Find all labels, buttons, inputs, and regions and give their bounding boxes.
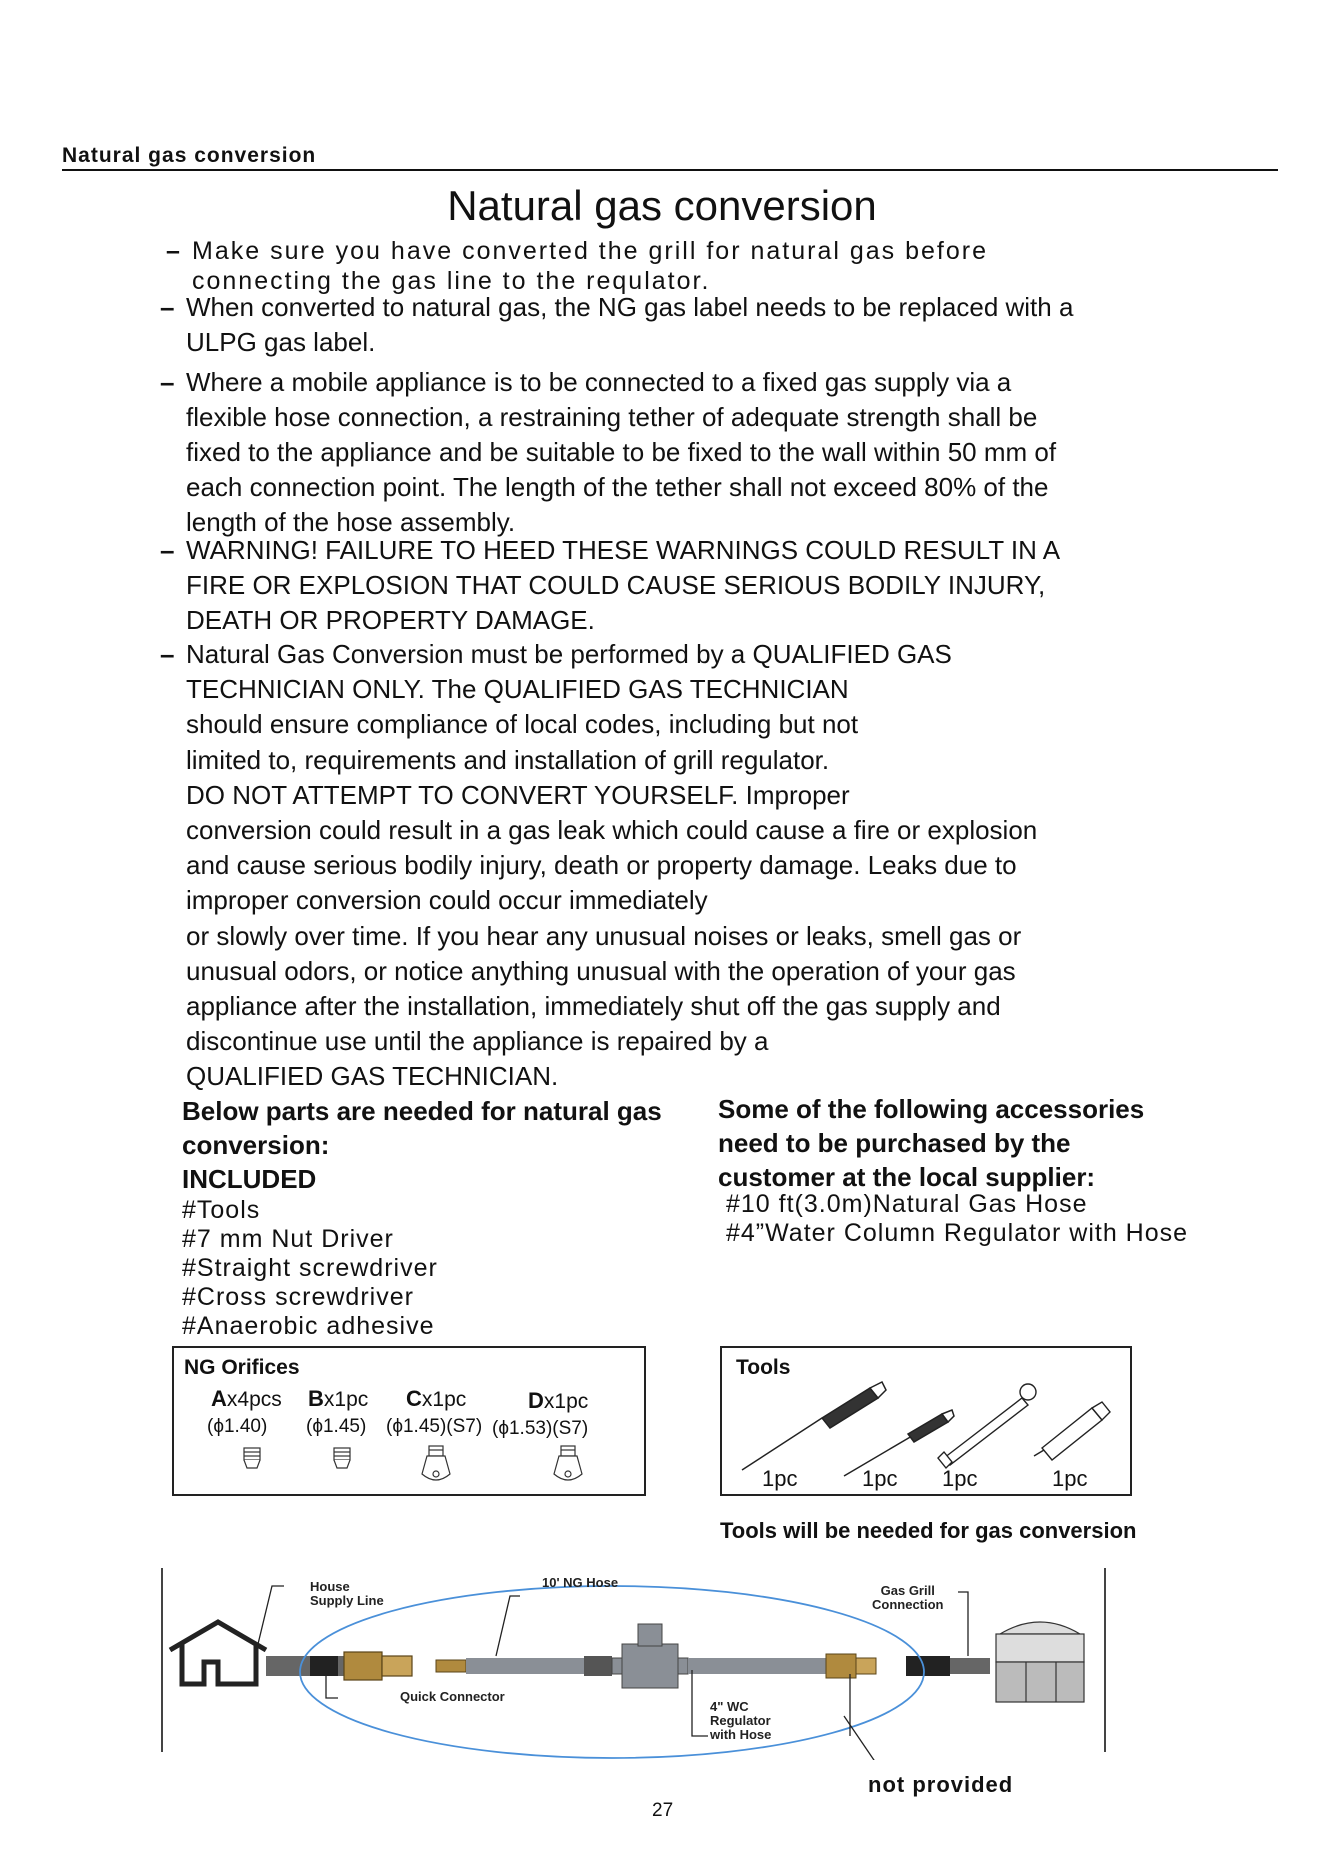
tools-box: [720, 1346, 1132, 1496]
gas-grill-connection-label: Gas Grill Connection: [872, 1583, 944, 1612]
regulator-label: 4" WC Regulator with Hose: [710, 1699, 772, 1742]
paragraph-line: limited to, requirements and installation of grill regulator.: [186, 744, 830, 775]
header-rule: [62, 169, 1278, 171]
paragraph-5: [160, 637, 1038, 1095]
orifice-drawings: [174, 1348, 644, 1494]
house-icon: [170, 1622, 266, 1684]
tool-qty: 1pc: [1052, 1466, 1088, 1491]
orifice-qty: x4pcs: [226, 1388, 282, 1411]
grill-pipe: [950, 1658, 990, 1674]
orifice-letter: A: [211, 1386, 227, 1411]
orifice-c-icon: [422, 1446, 450, 1480]
tool-qty: 1pc: [942, 1466, 978, 1491]
warning-paragraph: [160, 533, 1061, 638]
paragraph-line: Where a mobile appliance is to be connected to a fixed gas supply via a: [186, 367, 1012, 397]
bullet-dash: –: [160, 292, 175, 322]
straight-screwdriver-icon: [844, 1410, 954, 1476]
heading-line: need to be purchased by the: [718, 1128, 1071, 1158]
list-item: #Straight screwdriver: [182, 1254, 438, 1282]
accessories-heading: [718, 1092, 1144, 1194]
cross-screwdriver-icon: [742, 1382, 886, 1470]
heading-line: conversion:: [182, 1130, 330, 1160]
paragraph-line: should ensure compliance of local codes, including but not: [186, 709, 859, 740]
tools-caption: Tools will be needed for gas conversion: [720, 1518, 1137, 1543]
paragraph-line: flexible hose connection, a restraining tether of adequate strength shall be: [186, 402, 1038, 432]
included-parts-list: [182, 1196, 438, 1341]
parts-needed-heading: [182, 1094, 662, 1196]
orifice-qty: x1pc: [421, 1388, 467, 1411]
regulator-hose: [688, 1658, 826, 1674]
heading-line: Some of the following accessories: [718, 1094, 1145, 1124]
bullet-dash: –: [160, 535, 175, 565]
orifice-letter: C: [406, 1386, 422, 1411]
paragraph-line: WARNING! FAILURE TO HEED THESE WARNINGS COULD RESULT IN A: [186, 535, 1061, 565]
tool-qty: 1pc: [862, 1466, 898, 1491]
orifice-size: (ϕ1.40): [207, 1416, 268, 1437]
paragraph-line: each connection point. The length of the tether shall not exceed 80% of the: [186, 472, 1049, 502]
ng-hose: [466, 1658, 584, 1674]
orifice-letter: B: [308, 1386, 324, 1411]
paragraph-3: [160, 365, 1057, 540]
orifice-b-icon: [334, 1448, 350, 1468]
orifice-size: (ϕ1.53)(S7): [492, 1418, 589, 1439]
paragraph-line: appliance after the installation, immediately shut off the gas supply and: [186, 991, 1001, 1022]
paragraph-line: When converted to natural gas, the NG gas label needs to be replaced with a: [186, 292, 1074, 322]
quick-connector-label: Quick Connector: [400, 1689, 505, 1704]
orifice-qty: x1pc: [323, 1388, 369, 1411]
paragraph-line: unusual odors, or notice anything unusual with the operation of your gas: [186, 955, 1016, 986]
heading-line: Below parts are needed for natural gas: [182, 1096, 662, 1126]
page-title: Natural gas conversion: [447, 182, 877, 229]
bullet-dash: –: [160, 367, 175, 397]
box-title: NG Orifices: [184, 1356, 300, 1379]
paragraph-1: [166, 236, 988, 296]
paragraph-line: length of the hose assembly.: [186, 507, 516, 537]
paragraph-line: DO NOT ATTEMPT TO CONVERT YOURSELF. Improper: [186, 779, 850, 810]
paragraph-line: connecting the gas line to the requlator.: [192, 267, 711, 295]
hose-nut: [584, 1656, 612, 1676]
ng-orifices-box: [172, 1346, 646, 1496]
regulator-icon: [612, 1624, 688, 1688]
list-item: #4”Water Column Regulator with Hose: [726, 1219, 1189, 1247]
grill-fitting-dark: [906, 1656, 950, 1676]
bullet-dash: –: [160, 639, 175, 669]
paragraph-line: Natural Gas Conversion must be performed by a QUALIFIED GAS: [186, 639, 952, 669]
grill-fitting-icon: [826, 1654, 876, 1678]
paragraph-line: improper conversion could occur immediately: [186, 885, 708, 916]
orifice-letter: D: [528, 1388, 544, 1413]
wrench-icon: [938, 1384, 1036, 1468]
paragraph-line: fixed to the appliance and be suitable to be fixed to the wall within 50 mm of: [186, 437, 1057, 467]
list-item: #Cross screwdriver: [182, 1283, 414, 1311]
paragraph-line: QUALIFIED GAS TECHNICIAN.: [186, 1061, 559, 1092]
list-item: #Anaerobic adhesive: [182, 1312, 435, 1340]
included-label: INCLUDED: [182, 1164, 317, 1194]
quick-connector-icon: [344, 1652, 412, 1680]
ng-hose-label: 10' NG Hose: [542, 1575, 619, 1590]
house-supply-line-label: House Supply Line: [310, 1579, 384, 1608]
hose-fitting-icon: [436, 1660, 466, 1672]
connection-diagram: [160, 1560, 1120, 1760]
orifice-a-icon: [244, 1448, 260, 1468]
tool-qty: 1pc: [762, 1466, 798, 1491]
paragraph-line: DEATH OR PROPERTY DAMAGE.: [186, 605, 595, 635]
list-item: #7 mm Nut Driver: [182, 1225, 394, 1253]
orifice-qty: x1pc: [543, 1390, 589, 1413]
section-header: Natural gas conversion: [62, 144, 317, 167]
pipe-fitting: [310, 1656, 338, 1676]
not-provided-label: not provided: [868, 1772, 1014, 1797]
accessories-list: [726, 1190, 1188, 1248]
paragraph-line: Make sure you have converted the grill for natural gas before: [192, 237, 988, 265]
paragraph-2: [160, 290, 1074, 360]
box-title: Tools: [736, 1356, 791, 1379]
heading-line: customer at the local supplier:: [718, 1162, 1096, 1192]
gas-grill-icon: [996, 1622, 1084, 1702]
paragraph-line: TECHNICIAN ONLY. The QUALIFIED GAS TECHNICIAN: [186, 674, 849, 705]
page-number: 27: [652, 1800, 674, 1821]
list-item: #Tools: [182, 1196, 261, 1224]
bullet-dash: –: [166, 237, 182, 265]
paragraph-line: ULPG gas label.: [186, 327, 376, 357]
orifice-d-icon: [554, 1446, 582, 1480]
paragraph-line: conversion could result in a gas leak which could cause a fire or explosion: [186, 815, 1038, 846]
nut-driver-icon: [1034, 1402, 1110, 1460]
orifice-size: (ϕ1.45): [306, 1416, 367, 1437]
paragraph-line: discontinue use until the appliance is repaired by a: [186, 1026, 769, 1057]
paragraph-line: FIRE OR EXPLOSION THAT COULD CAUSE SERIOUS BODILY INJURY,: [186, 570, 1046, 600]
orifice-size: (ϕ1.45)(S7): [386, 1416, 483, 1437]
paragraph-line: or slowly over time. If you hear any unusual noises or leaks, smell gas or: [186, 920, 1022, 951]
paragraph-line: and cause serious bodily injury, death or property damage. Leaks due to: [186, 850, 1017, 881]
list-item: #10 ft(3.0m)Natural Gas Hose: [726, 1190, 1088, 1218]
